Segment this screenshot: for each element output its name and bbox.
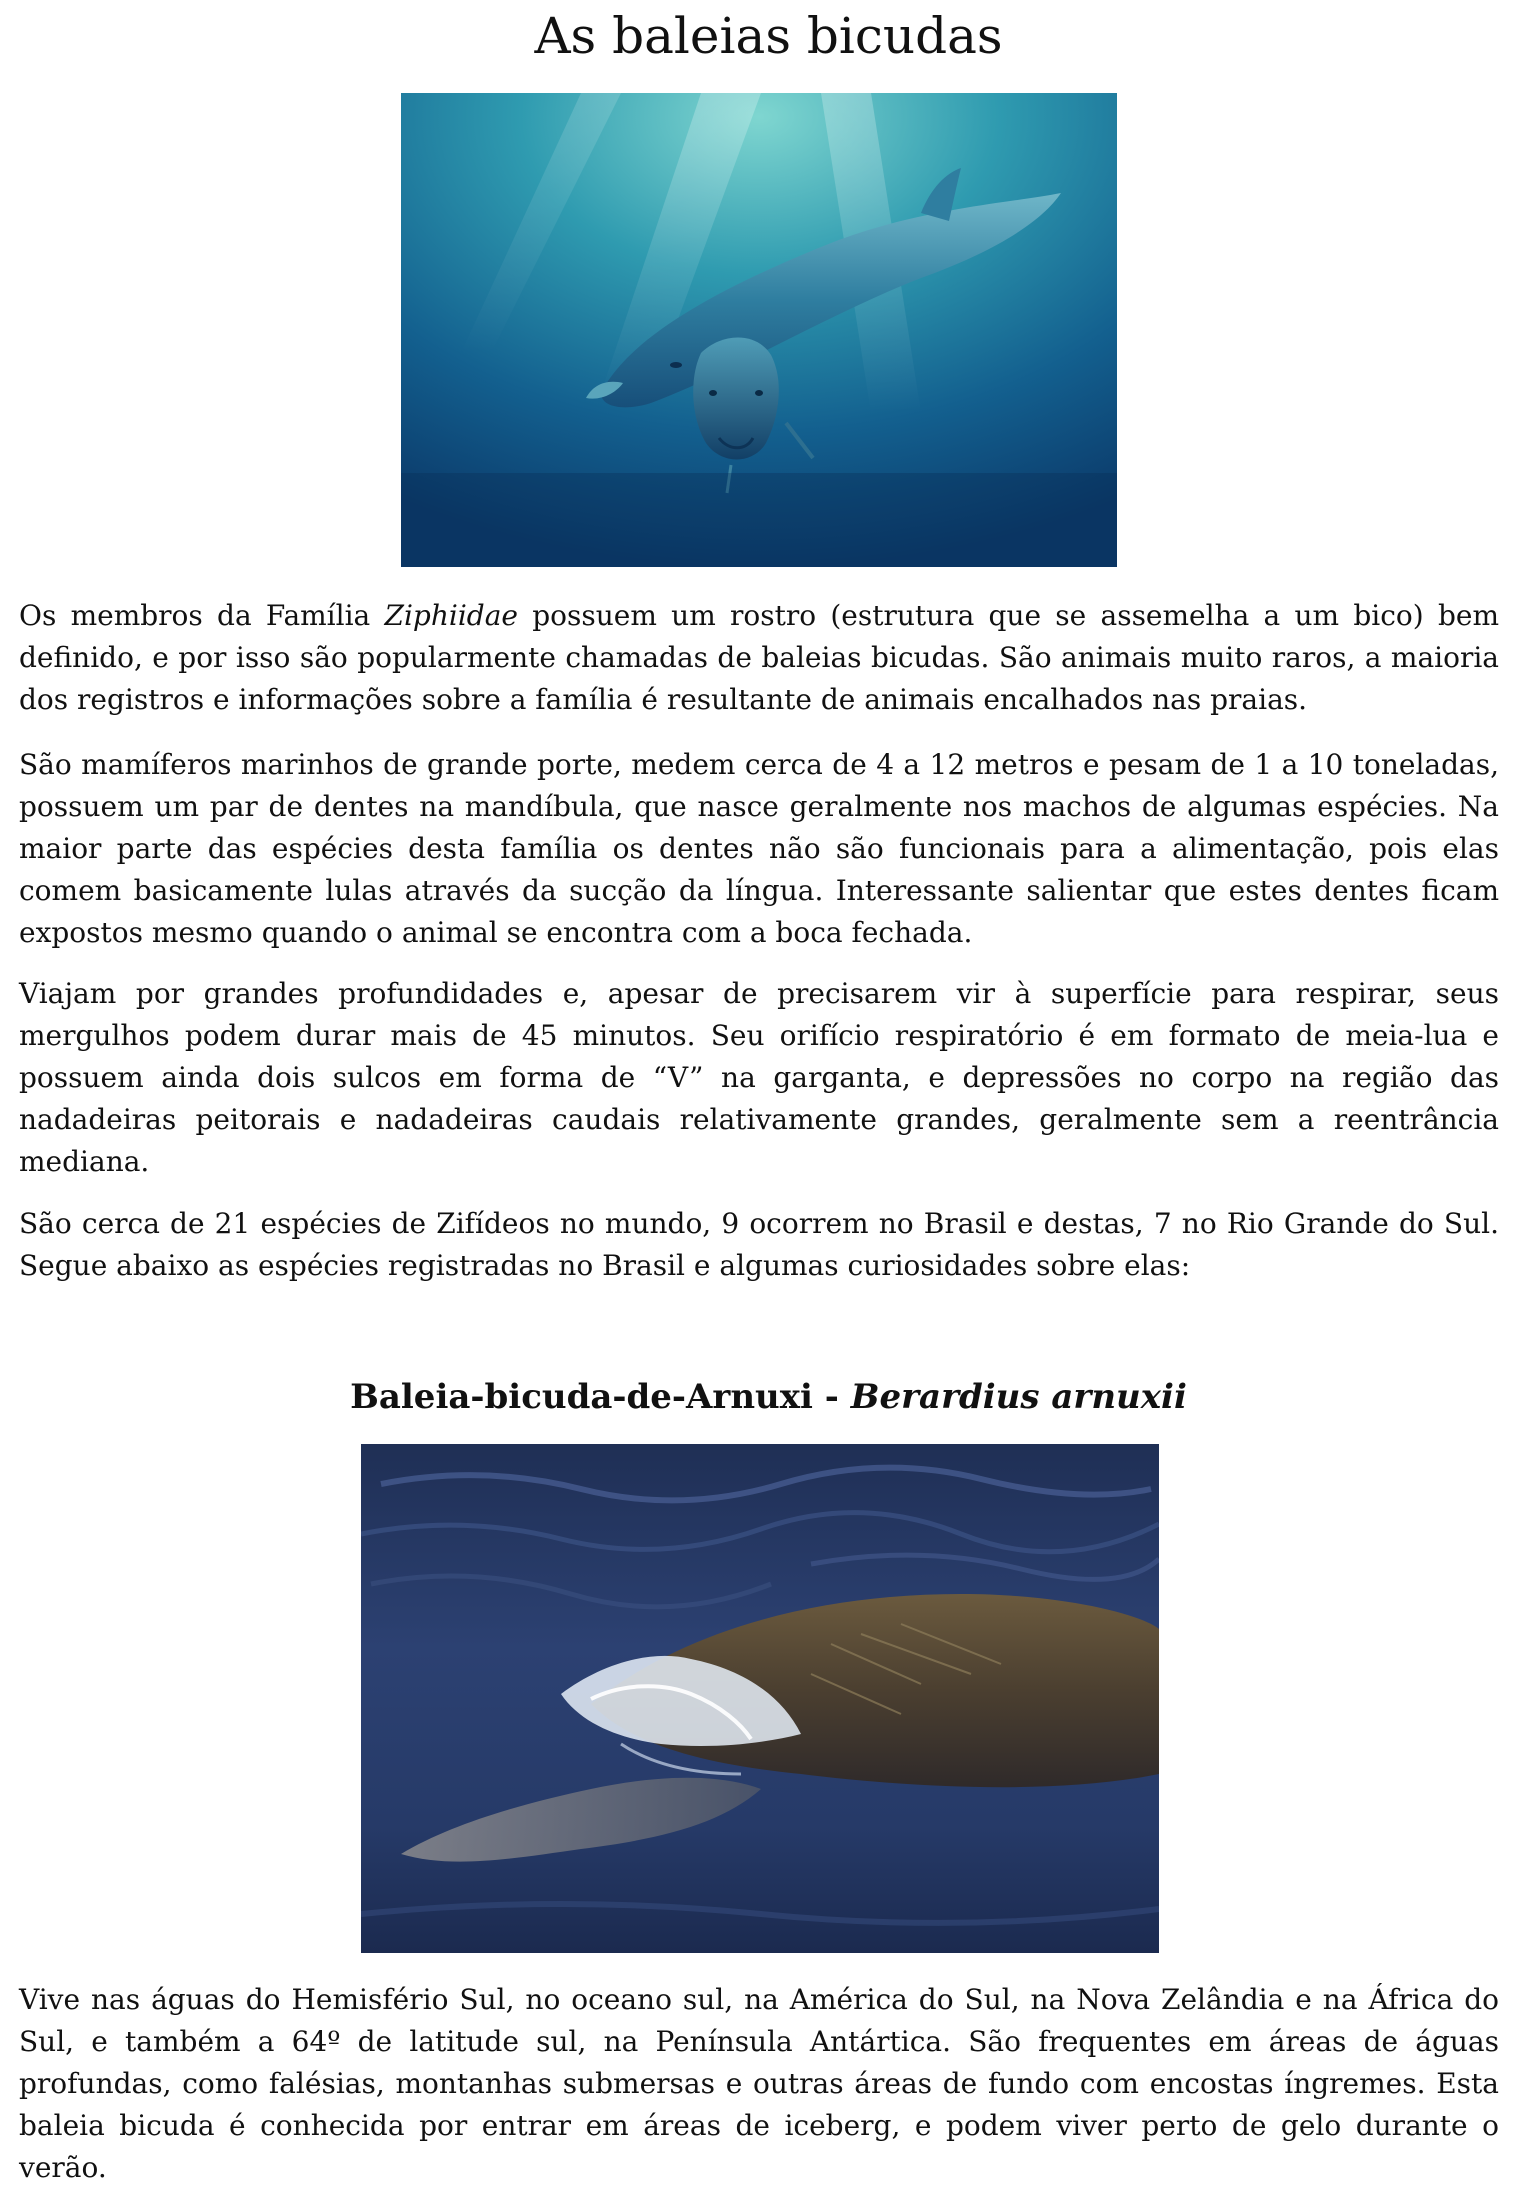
- species-whale-illustration: [361, 1444, 1159, 1953]
- family-name-italic: Ziphiidae: [384, 599, 518, 632]
- species-scientific-name: Berardius arnuxii: [850, 1377, 1187, 1417]
- anatomy-paragraph: São mamíferos marinhos de grande porte, medem cerca de 4 a 12 metros e pesam de 1 a 10 toneladas, possuem um par de dentes na mandíbula, que nasce geralmente nos machos de algumas espécies. Na maior parte das espécies desta família os dentes não são funcionais para a alimentação, pois elas comem basicamente lulas através da sucção da língua. Interessante salientar que estes dentes ficam expostos mesmo quando o animal se encontra com a boca fechada.: [19, 748, 1499, 949]
- species-description-paragraph: Vive nas águas do Hemisfério Sul, no oceano sul, na América do Sul, na Nova Zelândia e na África do Sul, e também a 64º de latitude sul, na Península Antártica. São frequentes em áreas de águas profundas, como falésias, montanhas submersas e outras áreas de fundo com encostas íngremes. Esta baleia bicuda é conhecida por entrar em áreas de iceberg, e podem viver perto de gelo durante o verão.: [19, 1983, 1499, 2184]
- diving-paragraph: Viajam por grandes profundidades e, apesar de precisarem vir à superfície para respirar, seus mergulhos podem durar mais de 45 minutos. Seu orifício respiratório é em formato de meia-lua e possuem ainda dois sulcos em forma de “V” na garganta, e depressões no corpo na região das nadadeiras peitorais e nadadeiras caudais relativamente grandes, geralmente sem a reentrância mediana.: [19, 977, 1499, 1178]
- intro-paragraph: [19, 595, 1499, 721]
- hero-whales-illustration: [401, 93, 1117, 567]
- hero-whales-photo: [401, 93, 1117, 567]
- species-common-name: Baleia-bicuda-de-Arnuxi: [350, 1377, 813, 1417]
- species-separator: -: [812, 1377, 851, 1417]
- species-whale-photo: [361, 1444, 1159, 1953]
- species-count-paragraph: São cerca de 21 espécies de Zifídeos no mundo, 9 ocorrem no Brasil e destas, 7 no Rio Grande do Sul. Segue abaixo as espécies registradas no Brasil e algumas curiosidades sobre elas:: [19, 1207, 1499, 1282]
- page-title: As baleias bicudas: [534, 7, 1003, 65]
- intro-text-start: Os membros da Família: [19, 599, 385, 632]
- intro-text-end: possuem um rostro (estrutura que se assemelha a um bico) bem definido, e por isso são popularmente chamadas de baleias bicudas. São animais muito raros, a maioria dos registros e informações sobre a família é resultante de animais encalhados nas praias.: [19, 599, 1499, 716]
- species-heading: [0, 1375, 1537, 1419]
